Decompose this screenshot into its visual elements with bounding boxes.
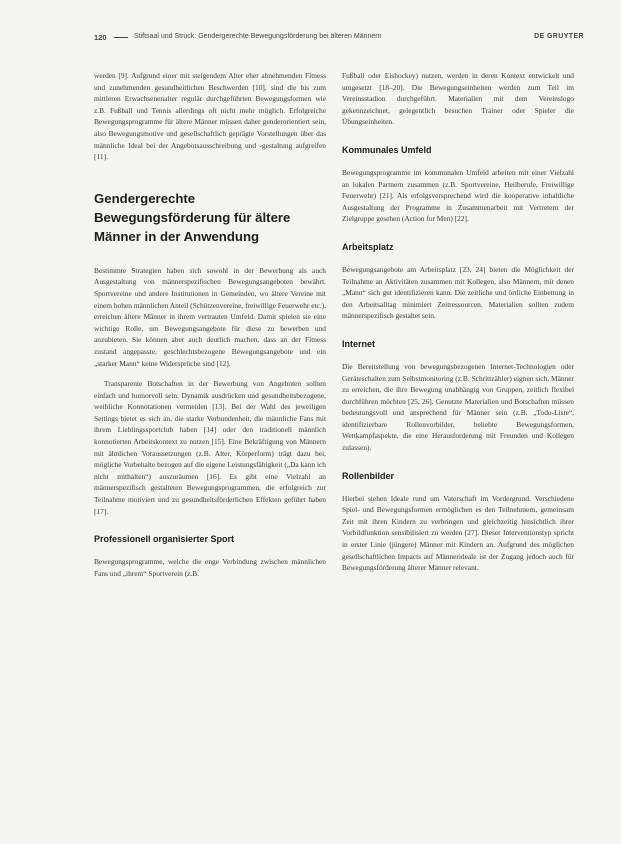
paragraph-intro: werden [9]. Aufgrund einer mit steigendem Alter eher abnehmenden Fitness und zunehmenden gesundheitlichen Beschwerden [10], sind die bis zum mittleren Erwachsenenalter regulär durchgeführten Bewegungsformen wie z.B. Fußball und Tennis allerdings oft nicht mehr möglich. Erfolgreiche Bewegungsprogramme für ältere Männer müssen daher genderorientiert sein, also Bewegungsmotive und gesellschaftlich geprägte Vorstellungen über das männliche Ideal bei der Angebotsausschreibung und -gestaltung aufgreifen [11]. [94, 71, 326, 162]
paragraph-umfeld: Bewegungsprogramme im kommunalen Umfeld arbeiten mit einer Vielzahl an lokalen Partnern zusammen (z.B. Sportvereine, Heilberufe, Freiwillige Feuerwehr) [21]. Als erfolgsversprechend wird die kooperative inhaltliche Ausgestaltung der Programme in Zusammenarbeit mit Vertretern der Zielgruppe gesehen (Action for Men) [22]. [342, 167, 574, 224]
running-title: Stiftsaal und Struck: Gendergerechte Bewegungsförderung bei älteren Männern [134, 33, 382, 40]
paragraph-rollenbilder: Hierbei stehen Ideale rund um Vaterschaft im Vordergrund. Verschiedene Spiel- und Bewegungsformen ermöglichen es den Teilnehmern, gemeinsam Zeit mit ihren Kindern zu verbringen und gleichzeitig hinsichtlich ihrer Vorbildfunktion sensibilisiert zu werden [27]. Dieser Interventionstyp spricht in erster Linie (jüngere) Männer mit Kindern an. Aufgrund des möglichen gesellschaftlichen Impacts auf Männerideale ist der Zugang jedoch auch für Bewegungsförderung älterer Männer relevant. [342, 493, 574, 573]
publisher-logo: DE GRUYTER [534, 33, 584, 40]
paragraph-internet: Die Bereitstellung von bewegungsbezogenen Internet-Technologien oder Geräteschalten zum Selbstmonitoring (z.B. Schrittzähler) eignen sich, Männer zu erreichen, die ihre Bewegung unabhängig von Gruppen, zeitlich flexibel durchführen möchten [25, 26]. Genutzte Materialien und Botschaften müssen bedeutungsvoll und ansprechend für Männer sein (z.B. „Todo-Liste“, identifizierbare Rollenvorbilder, beliebte Bewegungsformen, Wettkampfaspekte, die eine Herausforderung mit Freunden und Kollegen zulassen). [342, 361, 574, 453]
subsection-heading-rollenbilder: Rollenbilder [342, 470, 395, 481]
subsection-heading-internet: Internet [342, 338, 376, 349]
left-column [94, 70, 326, 588]
section-heading-main: Gendergerechte Bewegungsförderung für ältere Männer in der Anwendung [94, 190, 291, 244]
paragraph-sport: Bewegungsprogramme, welche die enge Verbindung zwischen männlichen Fans und „ihrem“ Sportverein (z.B. [94, 557, 326, 578]
paragraph-sport-continued: Fußball oder Eishockey) nutzen, werden in deren Kontext entwickelt und umgesetzt [18–20]. Die Bewegungseinheiten werden zum Teil im Vereinsstadion durchgeführt. Materialien mit dem Vereinslogo gekennzeichnet, gelegentlich besuchen Trainer oder Spieler die Übungseinheiten. [342, 71, 574, 127]
subsection-heading-umfeld: Kommunales Umfeld [342, 144, 432, 155]
right-column [342, 70, 574, 583]
paragraph-arbeitsplatz: Bewegungsangebote am Arbeitsplatz [23, 24] bieten die Möglichkeit der Teilnahme an Aktivitäten zusammen mit Kollegen, also Männern, mit denen „Mann“ sich gut identifizieren kann. Die zeitliche und örtliche Einbettung in den Arbeitsalltag minimiert Zeitressourcen. Materialien sollten zudem männerspezifisch gestaltet sein. [342, 264, 574, 321]
running-header [94, 33, 584, 47]
paragraph-strategies: Bestimmte Strategien haben sich sowohl in der Bewerbung als auch Ausgestaltung von männerspezifischen Bewegungsangeboten bewährt. Sportvereine und andere Institutionen in Gemeinden, wo ältere Vereine mit einem hohen männlichen Anteil (Schützenvereine, freiwillige Feuerwehr etc.), erreichen ältere Männer in ihrem vertrauten Umfeld. Damit spielen sie eine wichtige Rolle, um Bewegungsangebote für diese zu bewerben und anzubieten. Sie können aber auch deutlich machen, dass an der Fitness zustand angepasste, geschlechtsbezogene Bewegungsangebote und ein „starker Mann“ keine Widersprüche sind [12]. [94, 265, 326, 368]
paragraph-messages: Transparente Botschaften in der Bewerbung von Angeboten sollten einfach und humorvoll sein. Dynamik ausdrücken und gesundheitsbezogene, weibliche Konnotationen vermeiden [13]. Bei der Wahl des jeweiligen Settings bietet es sich an, die starke Verbundenheit, die männliche Fans mit ihrem Lieblingssportclub haben [14] oder den traditionell männlich konnotierten Arbeitskontext zu nutzen [15]. Eine Bekräftigung von Männern mit ähnlichen Voraussetzungen (z.B. Alter, Körperform) trägt dazu bei, mögliche Vorbehalte bezogen auf die eigene Leistungsfähigkeit („Da kann ich nicht mithalten“) auszuräumen [16]. Es gibt eine Vielzahl an männerspezifisch gestalteten Bewegungsprogrammen, die erfolgreich zur Teilnahme motiviert und zu gesundheitsförderlichen Effekten geführt haben [17]. [94, 379, 326, 516]
page-number: 120 [94, 33, 107, 42]
subsection-heading-sport: Professionell organisierter Sport [94, 534, 235, 545]
subsection-heading-arbeitsplatz: Arbeitsplatz [342, 241, 394, 252]
header-rule [114, 37, 128, 38]
